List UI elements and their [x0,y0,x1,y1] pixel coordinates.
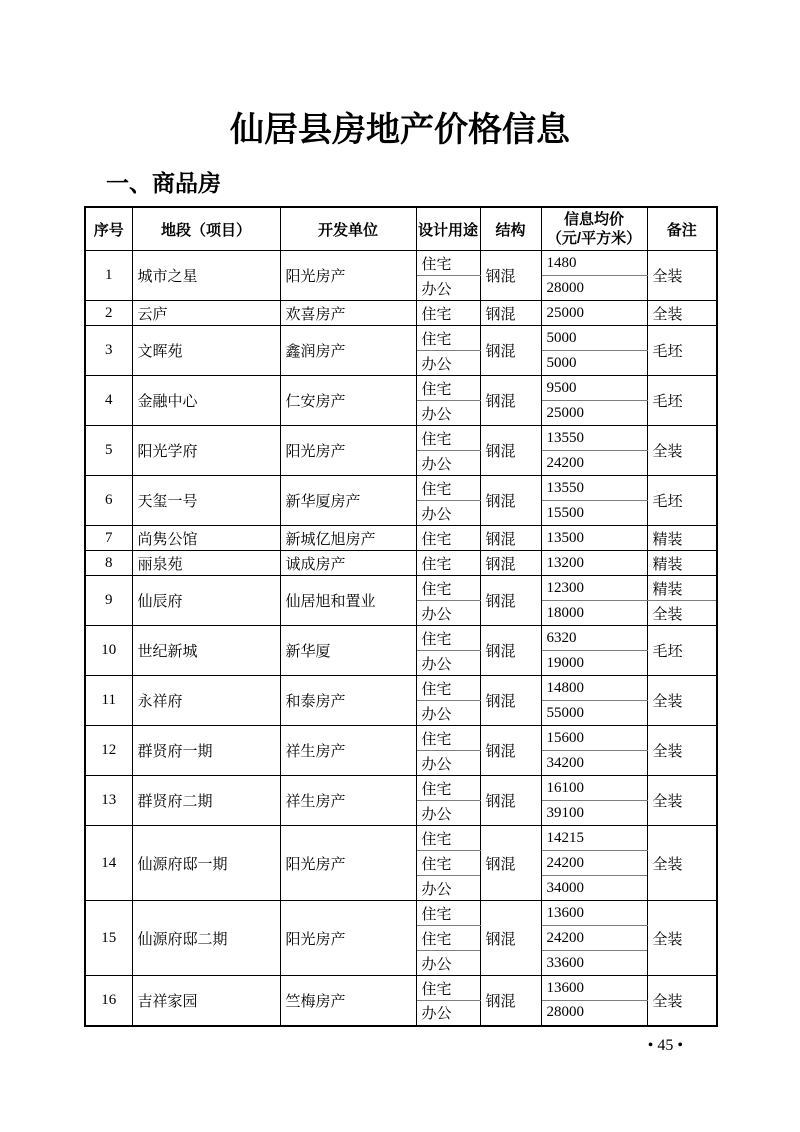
table-row [85,976,717,1001]
price-table [84,206,718,1027]
cell-remark: 全装 [647,901,717,976]
cell-price: 24200 [541,926,647,951]
cell-remark: 全装 [647,676,717,726]
cell-price: 14215 [541,826,647,851]
cell-developer: 阳光房产 [280,826,416,901]
cell-price: 15500 [541,501,647,526]
cell-price: 13500 [541,526,647,551]
cell-remark: 全装 [647,601,717,626]
cell-serial: 8 [85,551,132,576]
cell-developer: 新城亿旭房产 [280,526,416,551]
cell-location: 城市之星 [132,251,280,301]
cell-price: 13600 [541,976,647,1001]
cell-location: 仙源府邸二期 [132,901,280,976]
cell-use: 住宅 [416,676,480,701]
cell-serial: 16 [85,976,132,1026]
table-row [85,301,717,326]
cell-structure: 钢混 [480,576,541,626]
cell-use: 住宅 [416,326,480,351]
cell-price: 13600 [541,901,647,926]
section-heading: 一、商品房 [106,170,221,196]
table-row [85,776,717,801]
cell-developer: 新华厦 [280,626,416,676]
table-row [85,826,717,851]
cell-use: 住宅 [416,901,480,926]
cell-location: 群贤府一期 [132,726,280,776]
header-price-line2: （元/平方米） [546,230,642,247]
cell-price: 13550 [541,476,647,501]
table-header [85,207,717,251]
table-row [85,576,717,601]
page-number: • 45 • [647,1036,683,1054]
cell-use: 办公 [416,951,480,976]
cell-serial: 3 [85,326,132,376]
cell-use: 办公 [416,751,480,776]
header-price-line1: 信息均价 [563,211,624,228]
cell-structure: 钢混 [480,776,541,826]
cell-use: 办公 [416,351,480,376]
cell-use: 办公 [416,651,480,676]
cell-developer: 诚成房产 [280,551,416,576]
header-cell-developer: 开发单位 [280,207,416,251]
cell-structure: 钢混 [480,326,541,376]
cell-developer: 竺梅房产 [280,976,416,1026]
cell-price: 13200 [541,551,647,576]
cell-remark: 毛坯 [647,376,717,426]
cell-structure: 钢混 [480,476,541,526]
cell-structure: 钢混 [480,526,541,551]
cell-serial: 14 [85,826,132,901]
cell-location: 仙源府邸一期 [132,826,280,901]
cell-location: 阳光学府 [132,426,280,476]
cell-price: 13550 [541,426,647,451]
table-row [85,476,717,501]
cell-use: 住宅 [416,376,480,401]
cell-use: 住宅 [416,826,480,851]
cell-structure: 钢混 [480,251,541,301]
cell-use: 办公 [416,601,480,626]
cell-location: 云庐 [132,301,280,326]
cell-structure: 钢混 [480,726,541,776]
cell-location: 文晖苑 [132,326,280,376]
cell-serial: 1 [85,251,132,301]
cell-price: 5000 [541,351,647,376]
cell-use: 办公 [416,701,480,726]
cell-use: 住宅 [416,251,480,276]
cell-use: 办公 [416,276,480,301]
cell-structure: 钢混 [480,426,541,476]
cell-use: 住宅 [416,726,480,751]
table-row [85,376,717,401]
cell-use: 住宅 [416,626,480,651]
table-body [85,251,717,1026]
cell-serial: 12 [85,726,132,776]
cell-developer: 新华厦房产 [280,476,416,526]
header-cell-use: 设计用途 [416,207,480,251]
header-cell-price [541,207,647,251]
cell-use: 办公 [416,401,480,426]
cell-developer: 阳光房产 [280,901,416,976]
header-cell-location: 地段（项目） [132,207,280,251]
cell-serial: 5 [85,426,132,476]
cell-serial: 6 [85,476,132,526]
cell-price: 25000 [541,401,647,426]
cell-price: 34000 [541,876,647,901]
cell-location: 永祥府 [132,676,280,726]
cell-location: 仙辰府 [132,576,280,626]
cell-price: 9500 [541,376,647,401]
cell-price: 25000 [541,301,647,326]
page-title: 仙居县房地产价格信息 [230,112,570,149]
cell-developer: 欢喜房产 [280,301,416,326]
cell-developer: 和泰房产 [280,676,416,726]
cell-remark: 全装 [647,976,717,1026]
cell-structure: 钢混 [480,301,541,326]
table-row [85,626,717,651]
cell-developer: 祥生房产 [280,776,416,826]
cell-location: 尚隽公馆 [132,526,280,551]
cell-structure: 钢混 [480,901,541,976]
cell-serial: 13 [85,776,132,826]
cell-structure: 钢混 [480,551,541,576]
cell-price: 33600 [541,951,647,976]
cell-serial: 4 [85,376,132,426]
cell-remark: 全装 [647,251,717,301]
cell-price: 5000 [541,326,647,351]
cell-use: 办公 [416,1001,480,1026]
cell-location: 天玺一号 [132,476,280,526]
table-row [85,676,717,701]
cell-remark: 全装 [647,776,717,826]
cell-developer: 仙居旭和置业 [280,576,416,626]
cell-use: 住宅 [416,526,480,551]
cell-structure: 钢混 [480,676,541,726]
header-cell-structure: 结构 [480,207,541,251]
cell-price: 1480 [541,251,647,276]
cell-price: 34200 [541,751,647,776]
cell-remark: 精装 [647,526,717,551]
cell-price: 24200 [541,451,647,476]
cell-price: 14800 [541,676,647,701]
cell-use: 办公 [416,801,480,826]
header-cell-remark: 备注 [647,207,717,251]
cell-serial: 15 [85,901,132,976]
table-row [85,526,717,551]
cell-price: 28000 [541,1001,647,1026]
table-row [85,901,717,926]
cell-remark: 毛坯 [647,326,717,376]
cell-location: 世纪新城 [132,626,280,676]
cell-structure: 钢混 [480,376,541,426]
cell-price: 16100 [541,776,647,801]
cell-use: 住宅 [416,476,480,501]
cell-remark: 毛坯 [647,626,717,676]
cell-remark: 全装 [647,426,717,476]
cell-price: 39100 [541,801,647,826]
table-row [85,426,717,451]
cell-developer: 阳光房产 [280,251,416,301]
cell-location: 吉祥家园 [132,976,280,1026]
cell-serial: 11 [85,676,132,726]
cell-use: 住宅 [416,776,480,801]
cell-serial: 7 [85,526,132,551]
cell-structure: 钢混 [480,626,541,676]
cell-price: 55000 [541,701,647,726]
cell-use: 住宅 [416,576,480,601]
cell-remark: 精装 [647,551,717,576]
cell-remark: 精装 [647,576,717,601]
cell-use: 住宅 [416,301,480,326]
cell-structure: 钢混 [480,976,541,1026]
cell-location: 群贤府二期 [132,776,280,826]
cell-structure: 钢混 [480,826,541,901]
cell-use: 住宅 [416,926,480,951]
cell-price: 28000 [541,276,647,301]
cell-price: 18000 [541,601,647,626]
cell-use: 住宅 [416,976,480,1001]
cell-serial: 10 [85,626,132,676]
table-row [85,726,717,751]
cell-price: 19000 [541,651,647,676]
table-row [85,326,717,351]
table-row [85,551,717,576]
table-header-row [85,207,717,251]
cell-use: 办公 [416,501,480,526]
cell-use: 办公 [416,451,480,476]
cell-price: 12300 [541,576,647,601]
cell-remark: 全装 [647,826,717,901]
cell-location: 丽泉苑 [132,551,280,576]
cell-developer: 仁安房产 [280,376,416,426]
cell-use: 住宅 [416,551,480,576]
cell-use: 住宅 [416,851,480,876]
cell-price: 15600 [541,726,647,751]
cell-price: 24200 [541,851,647,876]
cell-developer: 祥生房产 [280,726,416,776]
cell-location: 金融中心 [132,376,280,426]
cell-serial: 2 [85,301,132,326]
cell-remark: 毛坯 [647,476,717,526]
cell-remark: 全装 [647,301,717,326]
cell-use: 住宅 [416,426,480,451]
cell-developer: 鑫润房产 [280,326,416,376]
header-cell-serial: 序号 [85,207,132,251]
table-row [85,251,717,276]
cell-use: 办公 [416,876,480,901]
cell-remark: 全装 [647,726,717,776]
cell-developer: 阳光房产 [280,426,416,476]
cell-serial: 9 [85,576,132,626]
cell-price: 6320 [541,626,647,651]
